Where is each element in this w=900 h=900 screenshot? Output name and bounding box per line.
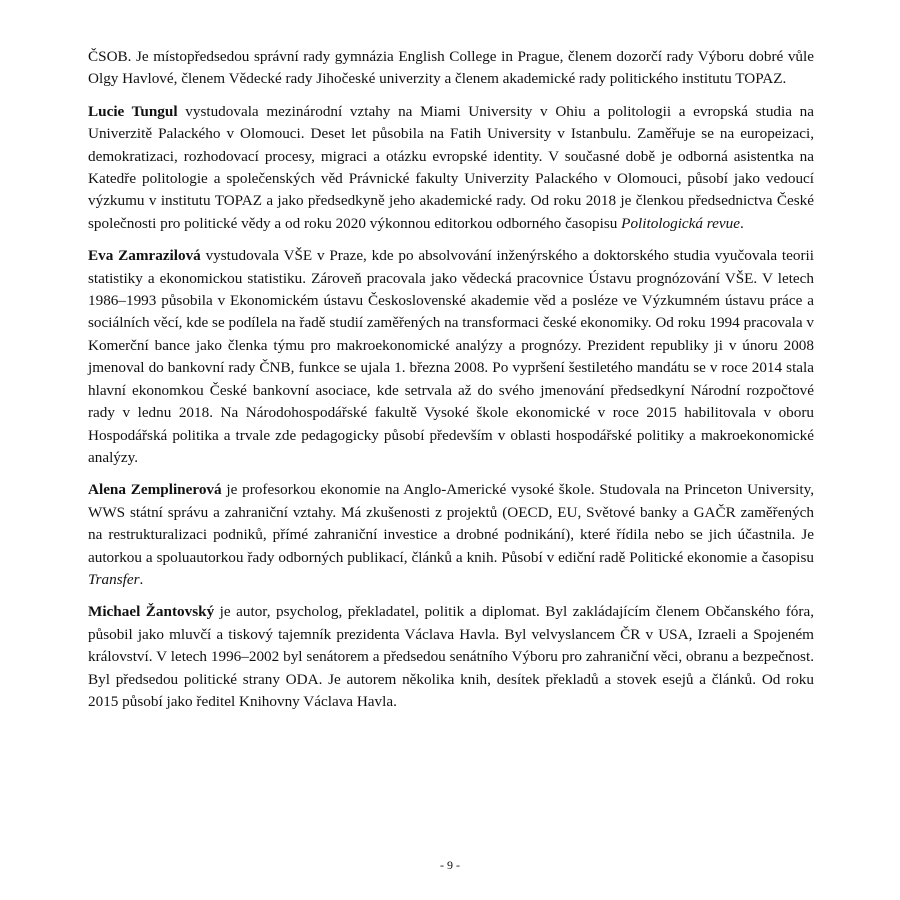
journal-title: Transfer xyxy=(88,570,140,588)
bio-paragraph-zamrazilova xyxy=(88,245,814,469)
author-name: Lucie Tungul xyxy=(88,102,178,120)
paragraph-text-end: . xyxy=(139,570,144,588)
journal-title: Politologická revue xyxy=(621,214,740,232)
paragraph-text: vystudovala mezinárodní vztahy na Miami University v Ohiu a politologii a evropská studia na Univerzitě Palackého v Olomouci. Deset let působila na Fatih University v Istanbulu. Zaměřuje se na europeizaci, demokratizaci, rozhodovací procesy, migraci a otázku evropské identity. V současné době je odborná asistentka na Katedře politologie a společenských věd Právnické fakulty Univerzity Palackého v Olomouci, působí jako vedoucí výzkumu v institutu TOPAZ a jako předsedkyně jeho akademické rady. Od roku 2018 je členkou předsednictva České společnosti pro politické vědy a od roku 2020 výkonnou editorkou odborného časopisu xyxy=(88,102,814,232)
document-body xyxy=(88,46,814,723)
paragraph-text: je profesorkou ekonomie na Anglo-Americké vysoké škole. Studovala na Princeton University, WWS státní správu a zahraniční vztahy. Má zkušenosti z projektů (OECD, EU, Světové banky a GAČR zaměřených na restrukturalizaci podniků, přímé zahraniční investice a drobné podnikání), které řídila nebo se jich účastnila. Je autorkou a spoluautorkou řady odborných publikací, článků a knih. Působí v ediční radě Politické ekonomie a časopisu xyxy=(88,481,815,566)
paragraph-text: je autor, psycholog, překladatel, politik a diplomat. Byl zakládajícím členem Občanského fóra, působil jako mluvčí a tiskový tajemník prezidenta Václava Havla. Byl velvyslancem ČR v USA, Izraeli a Spojeném království. V letech 1996–2002 byl senátorem a předsedou senátního Výboru pro zahraniční věci, obranu a bezpečnost. Byl předsedou politické strany ODA. Je autorem několika knih, desítek překladů a stovek esejů a článků. Od roku 2015 působí jako ředitel Knihovny Václava Havla. xyxy=(88,603,814,710)
author-name: Eva Zamrazilová xyxy=(88,247,201,265)
bio-paragraph-tungul xyxy=(88,101,814,235)
bio-paragraph-zemplinerova xyxy=(88,479,814,591)
bio-paragraph-continuation xyxy=(88,46,814,91)
paragraph-text-end: . xyxy=(739,214,744,232)
page-number: - 9 - xyxy=(440,858,460,872)
author-name: Alena Zemplinerová xyxy=(88,481,222,499)
author-name: Michael Žantovský xyxy=(88,603,215,621)
bio-paragraph-zantovsky xyxy=(88,601,814,713)
paragraph-text: vystudovala VŠE v Praze, kde po absolvování inženýrského a doktorského studia vyučovala teorii statistiky a ekonomickou statistiku. Zároveň pracovala jako vědecká pracovnice Ústavu prognózování VŠE. V letech 1986–1993 působila v Ekonomickém ústavu Československé akademie věd a posléze ve Výzkumném ústavu práce a sociálních věcí, kde se podílela na řadě studií zaměřených na transformaci české ekonomiky. Od roku 1994 pracovala v Komerční bance jako členka týmu pro makroekonomické analýzy a prognózy. Prezident republiky ji v únoru 2008 jmenoval do bankovní rady ČNB, funkce se ujala 1. března 2008. Po vypršení šestiletého mandátu se v roce 2014 stala hlavní ekonomkou České bankovní asociace, kde setrvala až do svého jmenování předsedkyní Národní rozpočtové rady v lednu 2018. Na Národohospodářské fakultě Vysoké škole ekonomické v roce 2015 habilitovala v oboru Hospodářská politika a trvale zde pedagogicky působí především v oblasti hospodářské politiky a makroekonomické analýzy. xyxy=(88,247,814,466)
paragraph-text: ČSOB. Je místopředsedou správní rady gymnázia English College in Prague, členem dozorčí rady Výboru dobré vůle Olgy Havlové, členem Vědecké rady Jihočeské univerzity a členem akademické rady politického institutu TOPAZ. xyxy=(88,48,814,88)
